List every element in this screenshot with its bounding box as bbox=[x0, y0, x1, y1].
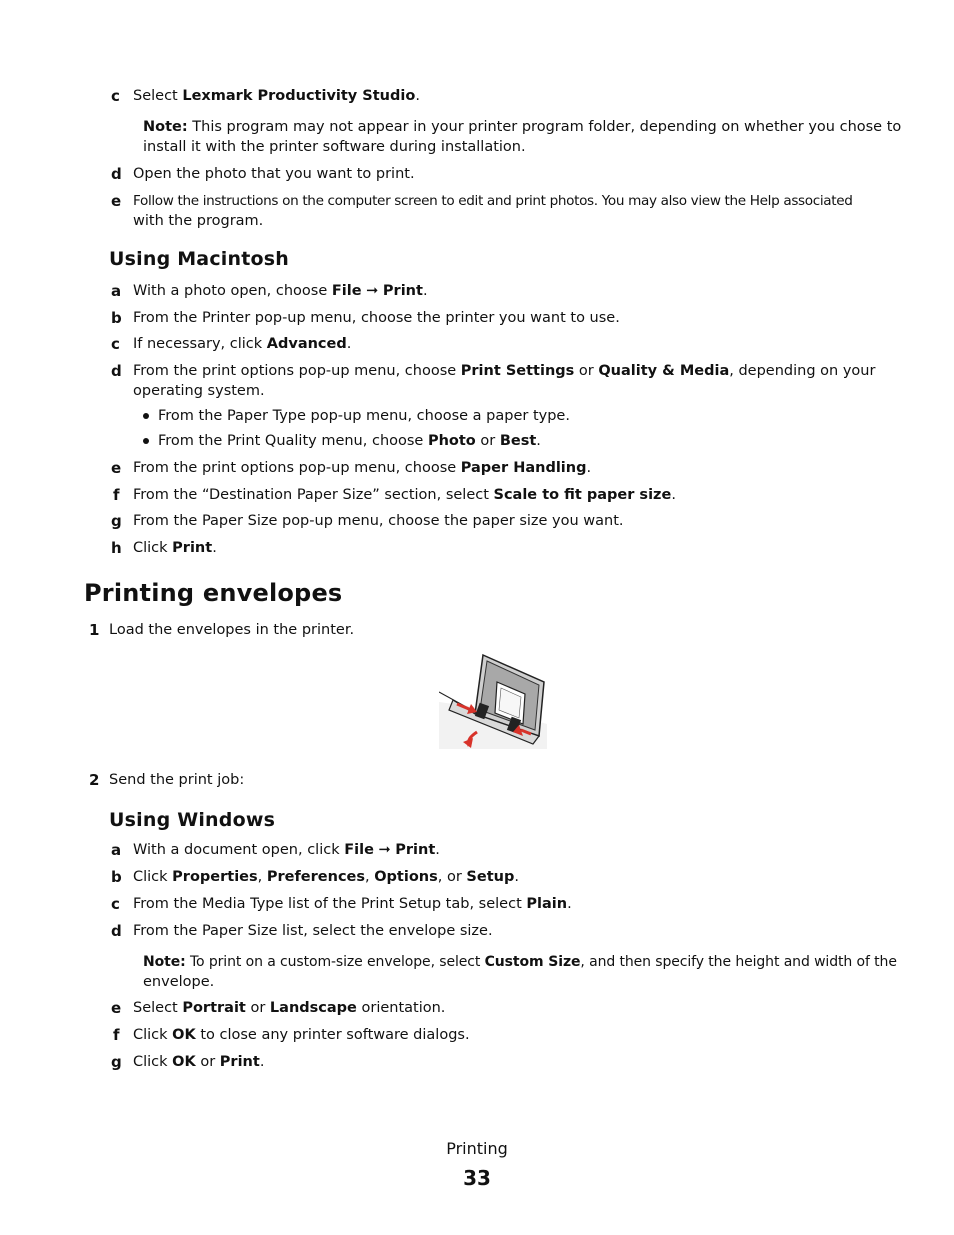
note-label: Note: bbox=[143, 119, 188, 135]
step-text: From the Printer pop-up menu, choose the printer you want to use. bbox=[133, 310, 620, 326]
heading-printing-envelopes: Printing envelopes bbox=[84, 579, 343, 607]
step-text: Select Lexmark Productivity Studio. bbox=[133, 88, 420, 104]
note-custom-size: Note: To print on a custom-size envelope, select Custom Size, and then specify the height and width of the envelope. bbox=[143, 954, 897, 990]
bullet-icon bbox=[143, 413, 149, 419]
step-text: With a document open, click File ➞ Print. bbox=[133, 842, 440, 858]
printer-illustration-icon bbox=[439, 652, 547, 749]
step-letter: f bbox=[113, 486, 120, 504]
step-letter: e bbox=[111, 999, 122, 1017]
step-letter: e bbox=[111, 192, 122, 210]
bullet-text: From the Print Quality menu, choose Photo or Best. bbox=[158, 433, 541, 449]
page-number: 33 bbox=[463, 1166, 491, 1190]
envelope-loading-illustration bbox=[439, 652, 547, 749]
heading-using-macintosh: Using Macintosh bbox=[109, 248, 289, 270]
step-text: Click Properties, Preferences, Options, or Setup. bbox=[133, 869, 519, 885]
step-text: From the Media Type list of the Print Setup tab, select Plain. bbox=[133, 896, 572, 912]
step-letter: d bbox=[111, 362, 122, 380]
step-text: Follow the instructions on the computer screen to edit and print photos. You may also view the Help associated bbox=[133, 193, 853, 209]
step-letter: g bbox=[111, 512, 122, 530]
step-number: 1 bbox=[89, 621, 100, 639]
note-label: Note: bbox=[143, 954, 186, 970]
step-letter: a bbox=[111, 282, 122, 300]
note-program-folder: Note: This program may not appear in your printer program folder, depending on whether you chose to install it with the printer software during installation. bbox=[143, 119, 902, 155]
step-letter: h bbox=[111, 539, 122, 557]
step-number: 2 bbox=[89, 771, 100, 789]
step-text: From the Paper Size pop-up menu, choose the paper size you want. bbox=[133, 513, 624, 529]
step-letter: f bbox=[113, 1026, 120, 1044]
heading-using-windows: Using Windows bbox=[109, 809, 276, 831]
bullet-text: From the Paper Type pop-up menu, choose a paper type. bbox=[158, 408, 570, 424]
step-letter: a bbox=[111, 841, 122, 859]
step-text: With a photo open, choose File ➞ Print. bbox=[133, 283, 428, 299]
step-letter: c bbox=[111, 335, 120, 353]
step-text: Click OK or Print. bbox=[133, 1054, 265, 1070]
step-letter: b bbox=[111, 868, 122, 886]
step-letter: d bbox=[111, 922, 122, 940]
step-text: From the print options pop-up menu, choose Paper Handling. bbox=[133, 460, 592, 476]
step-text: Open the photo that you want to print. bbox=[133, 166, 415, 182]
step-text: Send the print job: bbox=[109, 772, 245, 788]
step-letter: c bbox=[111, 87, 120, 105]
step-text-cont: with the program. bbox=[133, 213, 264, 229]
step-letter: d bbox=[111, 165, 122, 183]
step-text: From the “Destination Paper Size” section, select Scale to fit paper size. bbox=[133, 487, 676, 503]
step-text: Click Print. bbox=[133, 540, 217, 556]
footer-section-label: Printing bbox=[446, 1139, 508, 1158]
step-text: Click OK to close any printer software dialogs. bbox=[133, 1027, 470, 1043]
arrow-right-icon: ➞ bbox=[373, 842, 396, 858]
step-text-cont: operating system. bbox=[133, 383, 265, 399]
step-text: Select Portrait or Landscape orientation. bbox=[133, 1000, 446, 1016]
step-letter: c bbox=[111, 895, 120, 913]
step-letter: e bbox=[111, 459, 122, 477]
step-letter: b bbox=[111, 309, 122, 327]
step-text: If necessary, click Advanced. bbox=[133, 336, 352, 352]
arrow-right-icon: ➞ bbox=[361, 283, 383, 299]
step-text: From the Paper Size list, select the envelope size. bbox=[133, 923, 493, 939]
bullet-icon bbox=[143, 438, 149, 444]
step-text: Load the envelopes in the printer. bbox=[109, 622, 355, 638]
step-letter: g bbox=[111, 1053, 122, 1071]
step-text: From the print options pop-up menu, choose Print Settings or Quality & Media, depending on your bbox=[133, 363, 876, 379]
